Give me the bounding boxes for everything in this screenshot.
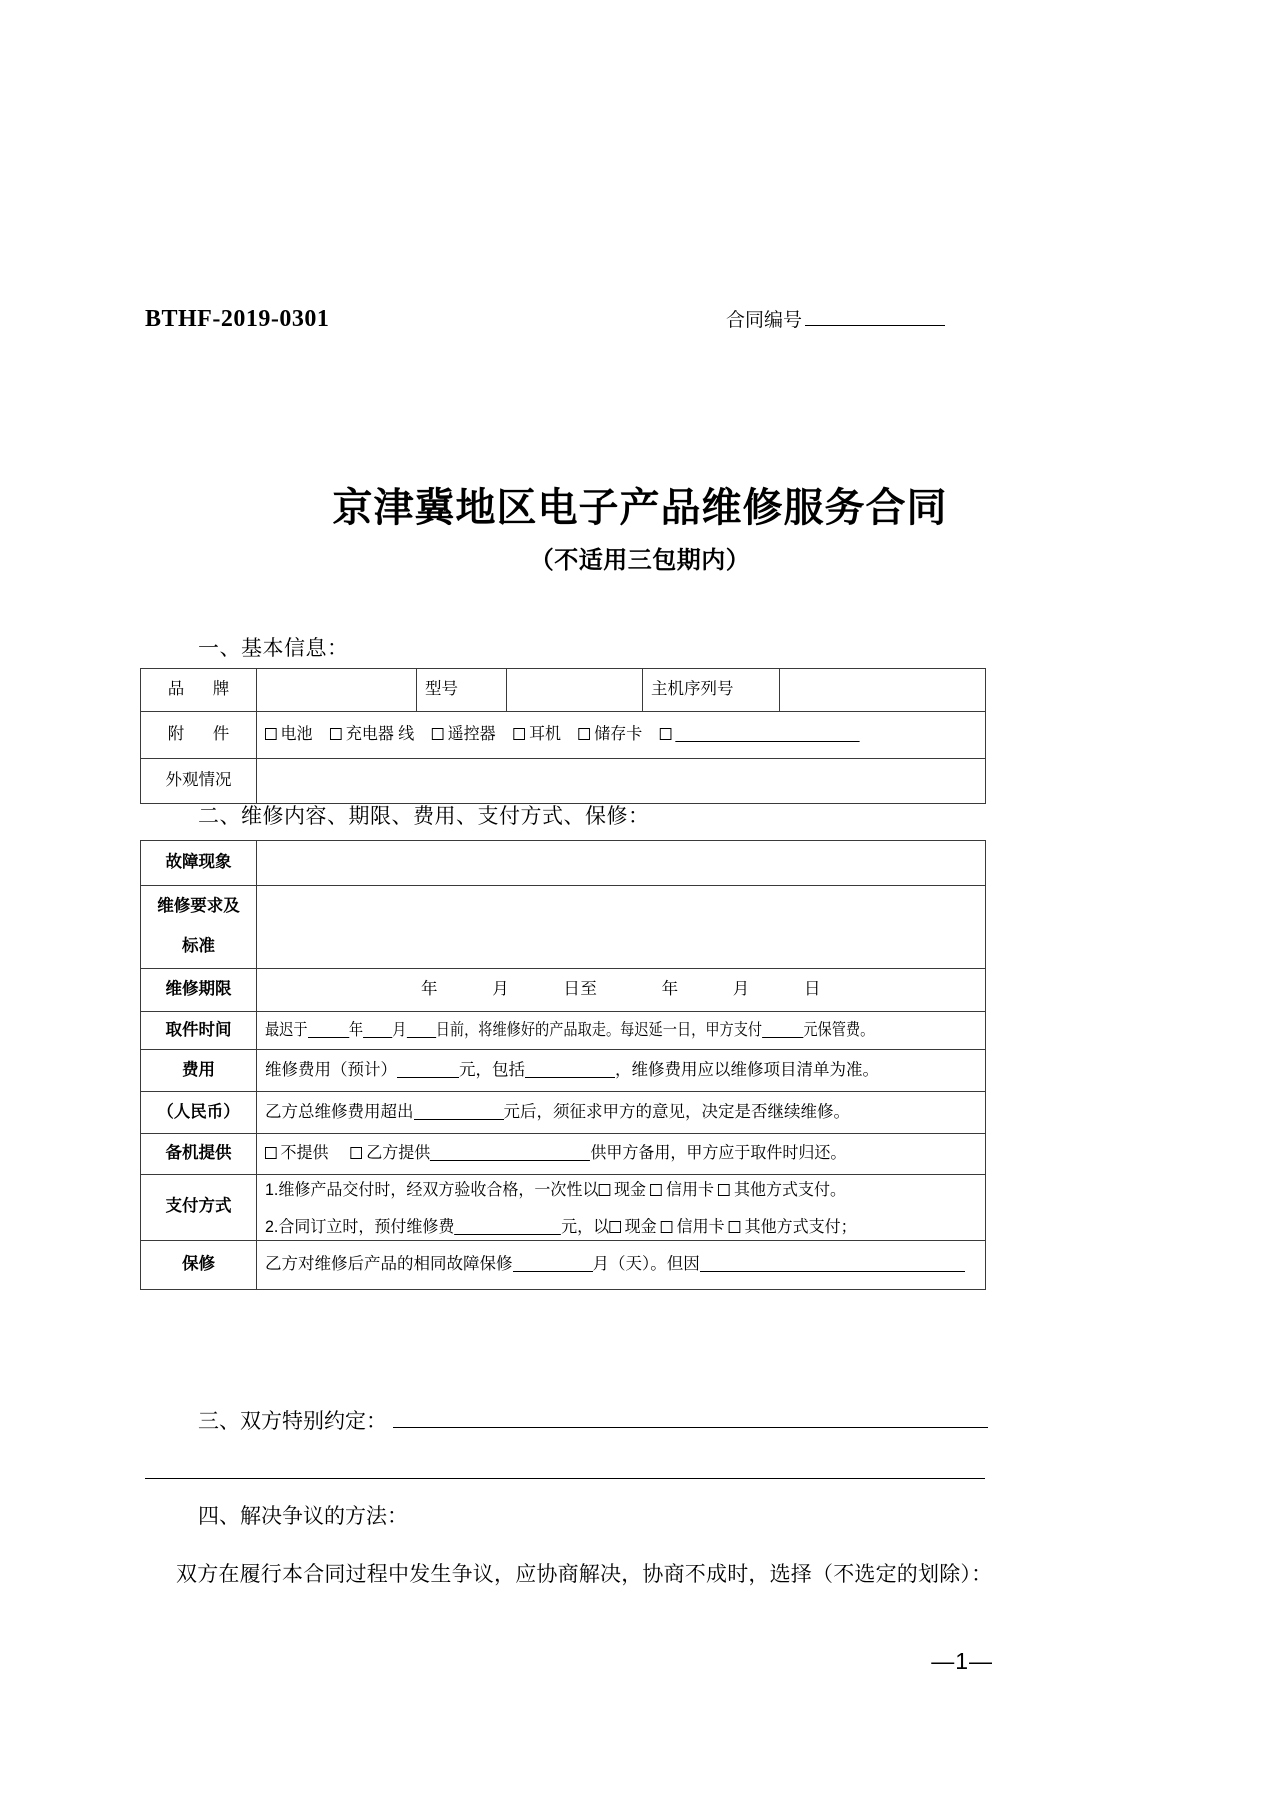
fee-row2-text-a: 乙方总维修费用超出 <box>265 1102 414 1121</box>
checkbox-icon <box>609 1221 621 1233</box>
fee-row2-text-b: 元后，须征求甲方的意见，决定是否继续维修。 <box>503 1102 850 1121</box>
pickup-text-2: 年 <box>348 1020 364 1039</box>
checkbox-credit-2[interactable] <box>661 1218 725 1236</box>
pickup-year-blank[interactable] <box>308 1022 349 1038</box>
fee-row-2[interactable] <box>257 1092 986 1134</box>
checkbox-other-2[interactable] <box>729 1218 857 1236</box>
requirement-label-line2: 标准 <box>182 937 215 955</box>
basic-info-table <box>140 668 986 804</box>
fault-label: 故障现象 <box>141 841 257 886</box>
fee-estimate-blank[interactable] <box>397 1062 459 1078</box>
checkbox-icon <box>265 1147 277 1159</box>
fee-row1-text-b: 元，包括 <box>459 1060 525 1079</box>
table-row <box>141 1012 986 1050</box>
fee-row1-text-a: 维修费用（预计） <box>265 1060 397 1079</box>
period-year-end: 年 <box>661 980 679 999</box>
serial-value[interactable] <box>780 669 986 712</box>
pickup-text-3: 月 <box>392 1020 407 1039</box>
pickup-text-1: 最迟于 <box>265 1020 308 1039</box>
spare-model-blank[interactable] <box>430 1145 590 1161</box>
checkbox-credit-1[interactable] <box>650 1181 714 1199</box>
section-three-heading: 三、双方特别约定： <box>198 1410 387 1433</box>
payment-line2-a: 2.合同订立时，预付维修费 <box>265 1217 455 1236</box>
pickup-text-5: 元保管费。 <box>803 1020 875 1039</box>
checkbox-label: 遥控器 <box>447 725 496 744</box>
spare-tail-text: 供甲方备用，甲方应于取件时归还。 <box>590 1144 847 1163</box>
fee-limit-blank[interactable] <box>414 1104 504 1120</box>
appearance-value[interactable] <box>257 759 986 804</box>
payment-value[interactable] <box>257 1175 986 1241</box>
requirement-value[interactable] <box>257 886 986 969</box>
pickup-day-blank[interactable] <box>406 1022 435 1038</box>
requirement-label <box>141 886 257 969</box>
section-four-heading: 四、解决争议的方法： <box>198 1505 408 1528</box>
table-row <box>141 1134 986 1175</box>
section-three <box>198 1405 988 1435</box>
checkbox-icon <box>598 1184 610 1196</box>
contract-number-field <box>726 305 945 332</box>
table-row <box>141 969 986 1012</box>
fault-value[interactable] <box>257 841 986 886</box>
checkbox-label: 信用卡 <box>665 1181 714 1199</box>
checkbox-label: 其他方式支付； <box>744 1217 857 1236</box>
checkbox-icon <box>579 728 591 740</box>
pickup-fee-blank[interactable] <box>762 1022 803 1038</box>
section-one-heading: 一、基本信息： <box>198 637 349 660</box>
checkbox-remote[interactable] <box>432 725 496 743</box>
spare-value[interactable] <box>257 1134 986 1175</box>
page-number: —1— <box>931 1648 993 1674</box>
checkbox-icon <box>330 728 342 740</box>
table-row <box>141 1092 986 1134</box>
table-row <box>141 841 986 886</box>
payment-line1-text <box>265 1179 846 1203</box>
checkbox-label: 储存卡 <box>594 725 643 744</box>
checkbox-no-spare[interactable] <box>265 1144 329 1162</box>
page-title: 京津冀地区电子产品维修服务合同 <box>332 486 948 530</box>
pickup-value[interactable] <box>257 1012 986 1050</box>
accessories-label: 附 件 <box>141 712 257 759</box>
period-year: 年 <box>421 980 439 999</box>
period-month: 月 <box>492 980 510 999</box>
period-day-end: 日 <box>803 980 821 999</box>
checkbox-icon <box>513 728 525 740</box>
checkbox-cash-1[interactable] <box>598 1181 646 1199</box>
checkbox-icon <box>718 1184 730 1196</box>
contract-number-blank[interactable] <box>805 309 945 326</box>
fee-row1-text-c: ，维修费用应以维修项目清单为准。 <box>615 1060 879 1079</box>
checkbox-label: 信用卡 <box>676 1217 725 1236</box>
table-row <box>141 712 986 759</box>
checkbox-icon <box>729 1221 741 1233</box>
section-two-heading: 二、维修内容、期限、费用、支付方式、保修： <box>198 805 650 828</box>
warranty-months-blank[interactable] <box>513 1256 593 1272</box>
warranty-text-b: 月（天）。但因 <box>592 1254 700 1273</box>
pickup-text <box>265 1019 874 1043</box>
model-label: 型号 <box>417 669 507 712</box>
checkbox-label: 乙方提供 <box>366 1144 431 1163</box>
checkbox-label: 现金 <box>613 1181 646 1199</box>
period-month-end: 月 <box>732 980 750 999</box>
repair-details-table <box>140 840 986 1290</box>
checkbox-spare-provided[interactable] <box>351 1144 431 1162</box>
checkbox-label: 不提供 <box>280 1144 329 1163</box>
section-four-body: 双方在履行本合同过程中发生争议，应协商解决，协商不成时，选择（不选定的划除）： <box>176 1563 993 1586</box>
warranty-exception-blank[interactable] <box>700 1256 965 1272</box>
checkbox-label: 充电器 线 <box>345 725 415 744</box>
fee-include-blank[interactable] <box>525 1062 615 1078</box>
checkbox-icon <box>265 728 277 740</box>
model-value[interactable] <box>507 669 643 712</box>
pickup-month-blank[interactable] <box>363 1022 392 1038</box>
checkbox-label: 现金 <box>624 1217 657 1236</box>
appearance-label: 外观情况 <box>141 759 257 804</box>
checkbox-charger-cable[interactable] <box>330 725 414 743</box>
payment-label: 支付方式 <box>141 1175 257 1241</box>
accessories-options-cell <box>257 712 986 759</box>
payment-line1-a: 1.维修产品交付时，经双方验收合格，一次性以 <box>265 1181 599 1199</box>
table-row <box>141 759 986 804</box>
checkbox-label: 耳机 <box>528 725 561 744</box>
page-subtitle: （不适用三包期内） <box>529 547 751 574</box>
prepay-amount-blank[interactable] <box>454 1219 561 1235</box>
brand-value[interactable] <box>257 669 417 712</box>
checkbox-memory-card[interactable] <box>579 725 643 743</box>
checkbox-icon <box>432 728 444 740</box>
document-header <box>145 305 945 333</box>
table-row <box>141 886 986 969</box>
fee-label-line1: 费用 <box>141 1050 257 1092</box>
accessories-options <box>265 723 860 747</box>
checkbox-label: 电池 <box>280 725 313 744</box>
table-row <box>141 1240 986 1289</box>
warranty-label: 保修 <box>141 1240 257 1289</box>
checkbox-battery[interactable] <box>265 725 313 743</box>
spare-label: 备机提供 <box>141 1134 257 1175</box>
checkbox-other-1[interactable] <box>718 1181 846 1199</box>
pickup-label: 取件时间 <box>141 1012 257 1050</box>
checkbox-label: 其他方式支付。 <box>733 1181 846 1199</box>
period-day-to: 日至 <box>563 980 598 999</box>
other-accessory-blank[interactable] <box>676 726 860 742</box>
checkbox-icon <box>661 1221 673 1233</box>
spare-text <box>265 1142 846 1166</box>
checkbox-icon <box>351 1147 363 1159</box>
checkbox-cash-2[interactable] <box>609 1218 657 1236</box>
serial-label: 主机序列号 <box>643 669 780 712</box>
pickup-text-4: 日前，将维修好的产品取走。每迟延一日，甲方支付 <box>435 1020 763 1039</box>
contract-number-label: 合同编号 <box>725 310 802 331</box>
checkbox-icon <box>650 1184 662 1196</box>
period-value[interactable] <box>257 969 986 1012</box>
checkbox-icon <box>660 728 672 740</box>
payment-line-1 <box>265 1175 977 1203</box>
payment-line2-text <box>265 1216 857 1240</box>
payment-line2-b: 元，以 <box>561 1217 610 1236</box>
requirement-label-line1: 维修要求及 <box>157 897 240 916</box>
document-code: BTHF-2019-0301 <box>145 306 330 332</box>
fee-label-line2: （人民币） <box>141 1092 257 1134</box>
warranty-text-a: 乙方对维修后产品的相同故障保修 <box>265 1254 513 1273</box>
payment-line-2 <box>265 1216 977 1240</box>
checkbox-other[interactable] <box>660 725 860 743</box>
table-row <box>141 1050 986 1092</box>
checkbox-earphone[interactable] <box>513 725 561 743</box>
table-row <box>141 1175 986 1241</box>
section-three-blank-line-1[interactable] <box>393 1409 988 1428</box>
table-row <box>141 669 986 712</box>
warranty-value[interactable] <box>257 1240 986 1289</box>
brand-label: 品 牌 <box>141 669 257 712</box>
section-three-blank-line-2[interactable] <box>145 1478 985 1479</box>
period-label: 维修期限 <box>141 969 257 1012</box>
fee-row-1[interactable] <box>257 1050 986 1092</box>
title-block <box>0 485 1280 575</box>
